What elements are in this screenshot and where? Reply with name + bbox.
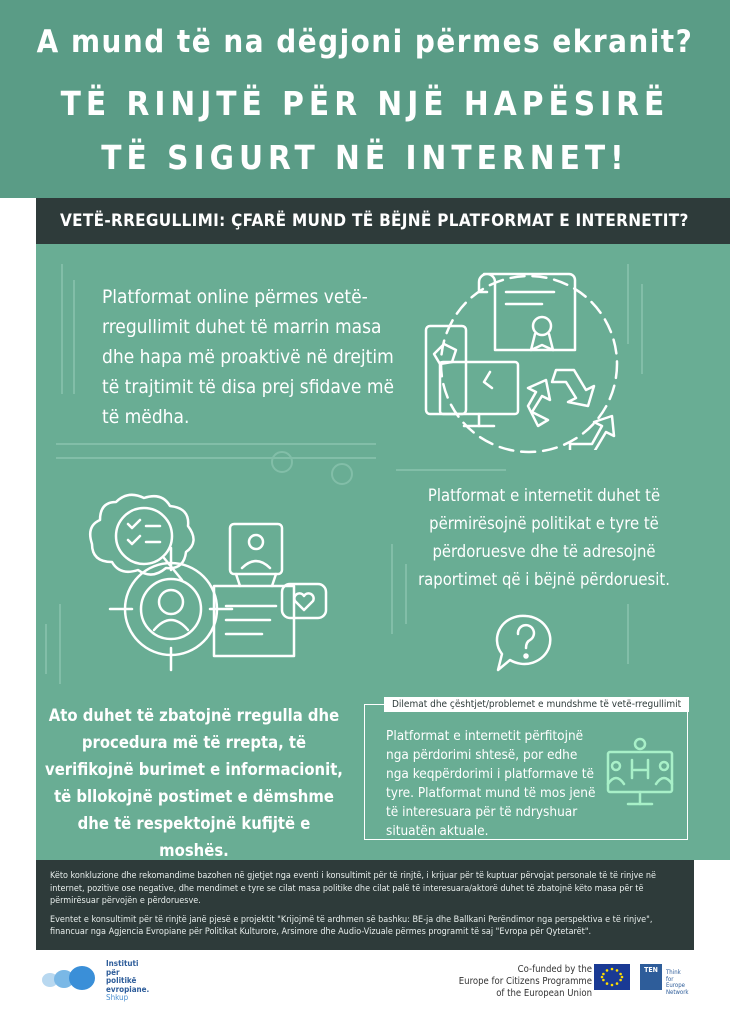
dilemma-text: Platformat e internetit përfitojnë nga përdorimi shtesë, por edhe nga keqpërdorimi i platformave të tyre. Platformat mund të mos jenë të interesuara për të ndryshuar situatën aktuale.	[386, 728, 596, 839]
eu-flag-icon	[594, 964, 630, 990]
institute-logo-icon	[36, 964, 104, 994]
policies-text: Platformat e internetit duhet të përmirësojnë politikat e tyre të përdoruesve dhe të adresojnë raportimet që i bëjnë përdoruesit.	[418, 486, 670, 589]
institute-logo-text: Instituti për politikë evropiane. Shkup	[106, 959, 150, 1002]
presentation-people-icon	[600, 736, 680, 810]
dilemma-label: Dilemat dhe çështjet/problemet e mundshme të vetë-rregullimit	[384, 697, 689, 712]
logo-bar	[0, 950, 730, 1024]
ten-logo: TEN	[640, 964, 662, 990]
header-title-line2: TË SIGURT NË INTERNET!	[101, 138, 629, 177]
footer-paragraph-1: Këto konkluzione dhe rekomandime bazohen në gjetjet nga eventi i konsultimit për të rinjtë, i krijuar për të kuptuar përvojat personale të të rinjve në internet, pozitive ose negative, dhe mendimet e tyre se cilat masa politike dhe cilat palë të interesuara/aktorë duhet të zbatojnë këto masa për të përmirësuar përvojën e përdoruesve.	[50, 871, 656, 906]
header-title-line1: TË RINJTË PËR NJË HAPËSIRË	[60, 84, 670, 123]
footer-notes	[36, 860, 694, 950]
recycle-icon	[526, 364, 616, 450]
question-bubble-icon	[492, 612, 562, 676]
cofunded-text: Co-funded by the Europe for Citizens Programme of the European Union	[458, 964, 592, 999]
section-subtitle: VETË-RREGULLIMI: ÇFARË MUND TË BËJNË PLATFORMAT E INTERNETIT?	[36, 198, 730, 244]
header	[0, 0, 730, 198]
think-network-text: Think for Europe Network	[666, 969, 689, 996]
document-heart-icon	[206, 516, 336, 666]
intro-text: Platformat online përmes vetë-rregullimit duhet të marrin masa dhe hapa më proaktivë në drejtim të trajtimit të disa prej sfidave më të mëdha.	[102, 286, 395, 428]
rules-text: Ato duhet të zbatojnë rregulla dhe procedura më të rrepta, të verifikojnë burimet e informacionit, të bllokojnë postimet e dëmshme dhe të respektojnë kufijtë e moshës.	[45, 706, 343, 860]
main-panel	[36, 244, 730, 860]
header-question: A mund të na dëgjoni përmes ekranit?	[36, 24, 694, 60]
footer-paragraph-2: Eventet e konsultimit për të rinjtë janë pjesë e projektit "Krijojmë të ardhmen së bashku: BE-ja dhe Ballkani Perëndimor nga perspektiva e të rinjve", financuar nga Agjencia Evropiane për Politikat Kulturore, Arsimore dhe Audio-Vizuale përmes programit të saj "Evropa për Qytetarët".	[50, 914, 653, 937]
